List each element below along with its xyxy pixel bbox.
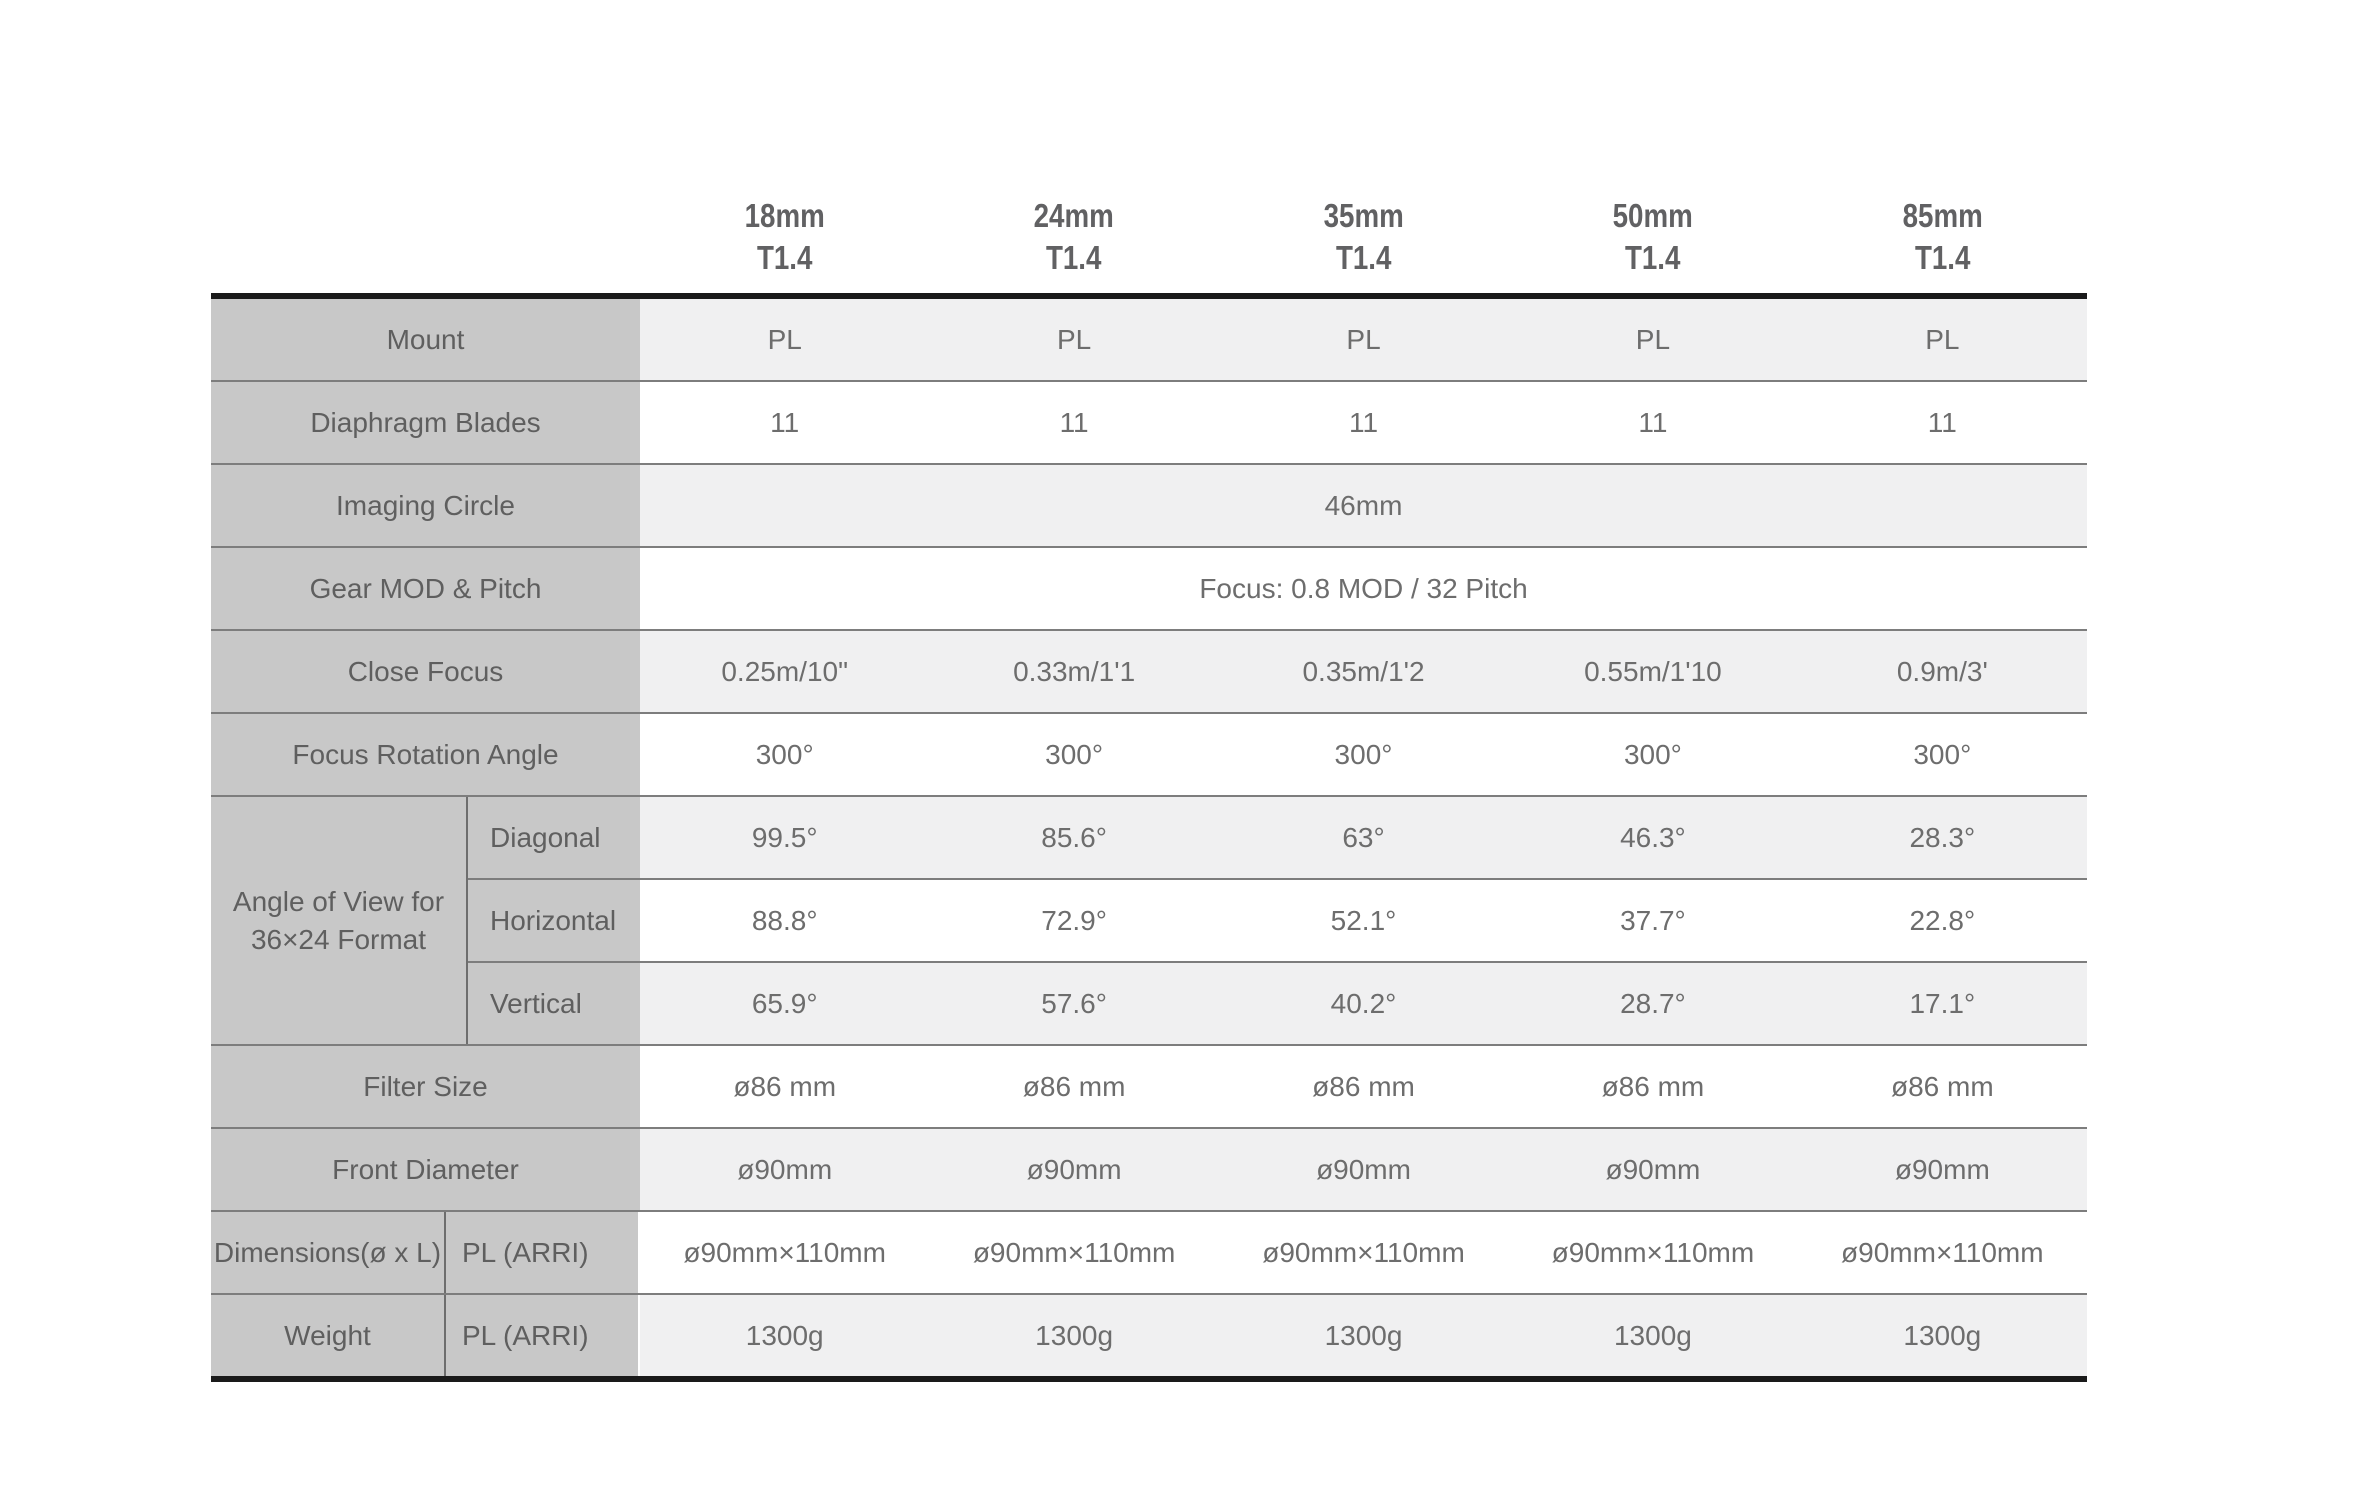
table-row-angle-of-view bbox=[211, 797, 2087, 1046]
row-label: Close Focus bbox=[211, 631, 640, 712]
spec-cell: 40.2° bbox=[1330, 987, 1397, 1019]
spec-cell: ø90mm×110mm bbox=[1262, 1236, 1465, 1268]
spec-cell: 17.1° bbox=[1909, 987, 1976, 1019]
spec-cell: ø90mm bbox=[1316, 1153, 1411, 1185]
row-label: Mount bbox=[211, 299, 640, 380]
aperture: T1.4 bbox=[1914, 239, 1971, 276]
table-subrow-diagonal bbox=[468, 797, 2087, 880]
spec-cell: 0.35m/1'2 bbox=[1302, 655, 1425, 687]
table-row-close-focus bbox=[211, 631, 2087, 714]
spec-cell: ø90mm bbox=[1026, 1153, 1122, 1185]
spec-cell: 1300g bbox=[745, 1319, 824, 1351]
spec-cell: 52.1° bbox=[1330, 904, 1397, 936]
subrow-label: Vertical bbox=[468, 963, 640, 1044]
table-row-front-diameter bbox=[211, 1129, 2087, 1212]
spec-cell: ø86 mm bbox=[1312, 1070, 1415, 1102]
spec-cell: 1300g bbox=[1903, 1319, 1982, 1351]
table-subrow-vertical bbox=[468, 963, 2087, 1044]
lens-spec-table bbox=[211, 175, 2087, 1382]
table-subrow-horizontal bbox=[468, 880, 2087, 963]
column-header-85mm bbox=[1798, 175, 2087, 293]
spec-cell: 1300g bbox=[1035, 1319, 1114, 1351]
spec-cell: 22.8° bbox=[1909, 904, 1976, 936]
aperture: T1.4 bbox=[1625, 239, 1681, 276]
spec-cell: 63° bbox=[1342, 821, 1385, 853]
spec-cell: 37.7° bbox=[1620, 904, 1686, 936]
table-row-diaphragm-blades bbox=[211, 382, 2087, 465]
spec-cell: 300° bbox=[1623, 738, 1682, 770]
table-row-mount bbox=[211, 299, 2087, 382]
spec-cell: 85.6° bbox=[1041, 821, 1107, 853]
row-label: Focus Rotation Angle bbox=[211, 714, 640, 795]
row-label: Weight bbox=[211, 1295, 444, 1376]
spec-cell: ø86 mm bbox=[733, 1070, 837, 1102]
table-row-imaging-circle bbox=[211, 465, 2087, 548]
subrow-label: Horizontal bbox=[468, 880, 640, 961]
spec-cell: ø90mm×110mm bbox=[1551, 1236, 1755, 1268]
subrow-label: Diagonal bbox=[468, 797, 640, 878]
focal-length: 35mm bbox=[1323, 197, 1404, 234]
spec-cell: 0.25m/10" bbox=[721, 655, 849, 687]
aperture: T1.4 bbox=[1335, 239, 1392, 276]
spec-cell: PL bbox=[1056, 323, 1092, 355]
aperture: T1.4 bbox=[1046, 239, 1102, 276]
spec-cell: 300° bbox=[1913, 738, 1972, 770]
spec-cell-span: Focus: 0.8 MOD / 32 Pitch bbox=[1199, 572, 1528, 604]
row-label: Imaging Circle bbox=[211, 465, 640, 546]
row-label: Gear MOD & Pitch bbox=[211, 548, 640, 629]
table-row-gear-mod-pitch bbox=[211, 548, 2087, 631]
spec-cell: 0.33m/1'1 bbox=[1013, 655, 1136, 687]
spec-cell: 28.7° bbox=[1620, 987, 1686, 1019]
spec-cell: ø90mm×110mm bbox=[1841, 1236, 2044, 1268]
spec-cell: 99.5° bbox=[751, 821, 818, 853]
spec-cell: 88.8° bbox=[751, 904, 818, 936]
row-sublabel-mount-type: PL (ARRI) bbox=[444, 1212, 638, 1293]
spec-cell: 11 bbox=[1927, 406, 1957, 438]
spec-cell: ø90mm bbox=[1894, 1153, 1990, 1185]
header-spacer bbox=[211, 175, 640, 293]
column-header-row bbox=[211, 175, 2087, 293]
row-label: Angle of View for 36×24 Format bbox=[211, 797, 466, 1044]
spec-cell: ø90mm×110mm bbox=[683, 1236, 886, 1268]
column-header-24mm bbox=[929, 175, 1218, 293]
spec-cell: 72.9° bbox=[1041, 904, 1107, 936]
spec-cell: PL bbox=[1635, 323, 1671, 355]
spec-cell: ø90mm×110mm bbox=[972, 1236, 1176, 1268]
aperture: T1.4 bbox=[756, 239, 813, 276]
spec-cell: 300° bbox=[1045, 738, 1104, 770]
spec-cell: ø86 mm bbox=[1890, 1070, 1994, 1102]
spec-cell: 300° bbox=[755, 738, 814, 770]
table-row-weight bbox=[211, 1295, 2087, 1376]
focal-length: 18mm bbox=[744, 197, 825, 234]
spec-cell: 300° bbox=[1334, 738, 1393, 770]
focal-length: 24mm bbox=[1034, 197, 1115, 234]
spec-cell: PL bbox=[1346, 323, 1381, 355]
column-header-35mm bbox=[1219, 175, 1508, 293]
row-label: Diaphragm Blades bbox=[211, 382, 640, 463]
row-label: Filter Size bbox=[211, 1046, 640, 1127]
spec-cell: ø90mm bbox=[1605, 1153, 1701, 1185]
row-sublabel-mount-type: PL (ARRI) bbox=[444, 1295, 638, 1376]
table-row-filter-size bbox=[211, 1046, 2087, 1129]
spec-cell: 1300g bbox=[1613, 1319, 1692, 1351]
column-header-18mm bbox=[640, 175, 929, 293]
spec-cell: PL bbox=[1925, 323, 1960, 355]
row-label: Front Diameter bbox=[211, 1129, 640, 1210]
focal-length: 85mm bbox=[1902, 197, 1983, 234]
spec-cell: 57.6° bbox=[1041, 987, 1107, 1019]
spec-cell: 0.9m/3' bbox=[1896, 655, 1988, 687]
row-label: Dimensions(ø x L) bbox=[211, 1212, 444, 1293]
spec-cell: 11 bbox=[770, 406, 800, 438]
spec-cell: 11 bbox=[1059, 406, 1089, 438]
spec-cell: PL bbox=[767, 323, 802, 355]
spec-cell: 65.9° bbox=[751, 987, 818, 1019]
focal-length: 50mm bbox=[1612, 197, 1693, 234]
spec-cell: 28.3° bbox=[1909, 821, 1976, 853]
table-body bbox=[211, 293, 2087, 1382]
spec-cell-span: 46mm bbox=[1324, 489, 1403, 521]
spec-cell: ø86 mm bbox=[1022, 1070, 1126, 1102]
spec-cell: ø90mm bbox=[737, 1153, 833, 1185]
table-row-dimensions bbox=[211, 1212, 2087, 1295]
column-header-50mm bbox=[1508, 175, 1797, 293]
spec-cell: 46.3° bbox=[1620, 821, 1686, 853]
spec-cell: ø86 mm bbox=[1601, 1070, 1705, 1102]
spec-cell: 1300g bbox=[1324, 1319, 1403, 1351]
spec-cell: 11 bbox=[1638, 406, 1668, 438]
spec-cell: 11 bbox=[1348, 406, 1379, 438]
table-row-focus-rotation-angle bbox=[211, 714, 2087, 797]
spec-cell: 0.55m/1'10 bbox=[1584, 655, 1722, 687]
